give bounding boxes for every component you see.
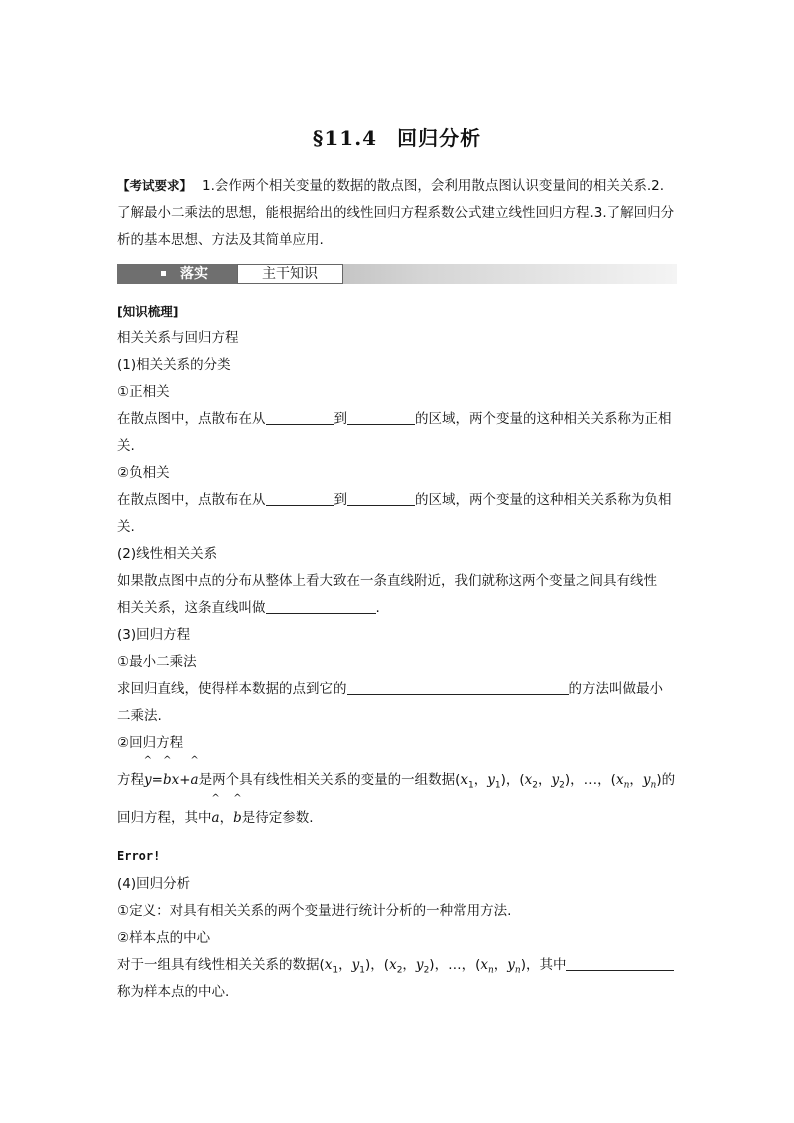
b-hat: ^ b [163, 757, 172, 803]
negative-text-end: 关. [117, 519, 135, 535]
positive-text-end: 关. [117, 438, 135, 454]
fill-blank [566, 956, 674, 971]
topic-heading: 相关关系与回归方程 [117, 330, 239, 346]
fill-blank [347, 680, 569, 695]
subsection-3: (3)回归方程 [117, 627, 191, 643]
least-squares-title: ①最小二乘法 [117, 654, 197, 670]
regression-equation-title: ②回归方程 [117, 735, 184, 751]
regression-equation-text-2: 回归方程，其中^ a，^ b是待定参数. [117, 795, 677, 833]
negative-title: ②负相关 [117, 465, 170, 481]
section-name: 回归分析 [397, 126, 482, 150]
sample-center-text: 对于一组具有线性相关关系的数据($x_1$，$y_1$)，($x_2$，$y_2$)，…，($x_n$，$y_n$)，其中 [117, 952, 677, 979]
definition-text: ①定义：对具有相关关系的两个变量进行统计分析的一种常用方法. [117, 903, 512, 919]
least-squares-text: 求回归直线，使得样本数据的点到它的 的方法叫做最小 [117, 681, 663, 697]
fill-blank [266, 410, 334, 425]
linear-text-2: 相关关系，这条直线叫做 . [117, 600, 380, 616]
a-hat: ^ a [191, 757, 199, 803]
fill-blank [347, 491, 415, 506]
a-hat: ^ a [212, 795, 220, 841]
fill-blank [347, 410, 415, 425]
knowledge-content [117, 298, 677, 1006]
knowledge-tag: [知识梳理] [117, 304, 179, 319]
requirement-text: 1.会作两个相关变量的数据的散点图，会利用散点图认识变量间的相关关系.2.了解最小二乘法的思想，能根据给出的线性回归方程系数公式建立线性回归方程.3.了解回归分析的基本思想、方法及其简单应用. [117, 178, 675, 248]
subsection-2: (2)线性相关关系 [117, 546, 218, 562]
banner-dark-label: 落实 [117, 264, 237, 284]
square-bullet-icon [161, 271, 166, 276]
section-number: §11.4 [312, 126, 378, 150]
sample-center-text-end: 称为样本点的中心. [117, 984, 230, 1000]
positive-text: 在散点图中，点散布在从 到 的区域，两个变量的这种相关关系称为正相 [117, 411, 672, 427]
linear-text: 如果散点图中点的分布从整体上看大致在一条直线附近，我们就称这两个变量之间具有线性 [117, 573, 657, 589]
regression-equation-text: 方程^ y=^ bx+^ a是两个具有线性相关关系的变量的一组数据($x_1$，$y_1$)，($x_2$，$y_2$)，…，($x_n$，$y_n$)的 [117, 757, 677, 795]
subsection-1: (1)相关关系的分类 [117, 357, 231, 373]
subsection-4: (4)回归分析 [117, 876, 191, 892]
page-title [0, 122, 794, 151]
fill-blank [266, 491, 334, 506]
exam-requirement [117, 172, 677, 254]
error-text: Error! [117, 849, 161, 863]
y-hat: ^ y [144, 757, 152, 803]
section-banner [117, 264, 677, 284]
requirement-tag: 【考试要求】 [117, 178, 193, 193]
sample-center-title: ②样本点的中心 [117, 930, 211, 946]
fill-blank [266, 599, 376, 614]
banner-light-label: 主干知识 [237, 264, 343, 284]
positive-title: ①正相关 [117, 384, 170, 400]
negative-text: 在散点图中，点散布在从 到 的区域，两个变量的这种相关关系称为负相 [117, 492, 672, 508]
least-squares-text-end: 二乘法. [117, 708, 162, 724]
b-hat: ^ b [233, 795, 242, 841]
